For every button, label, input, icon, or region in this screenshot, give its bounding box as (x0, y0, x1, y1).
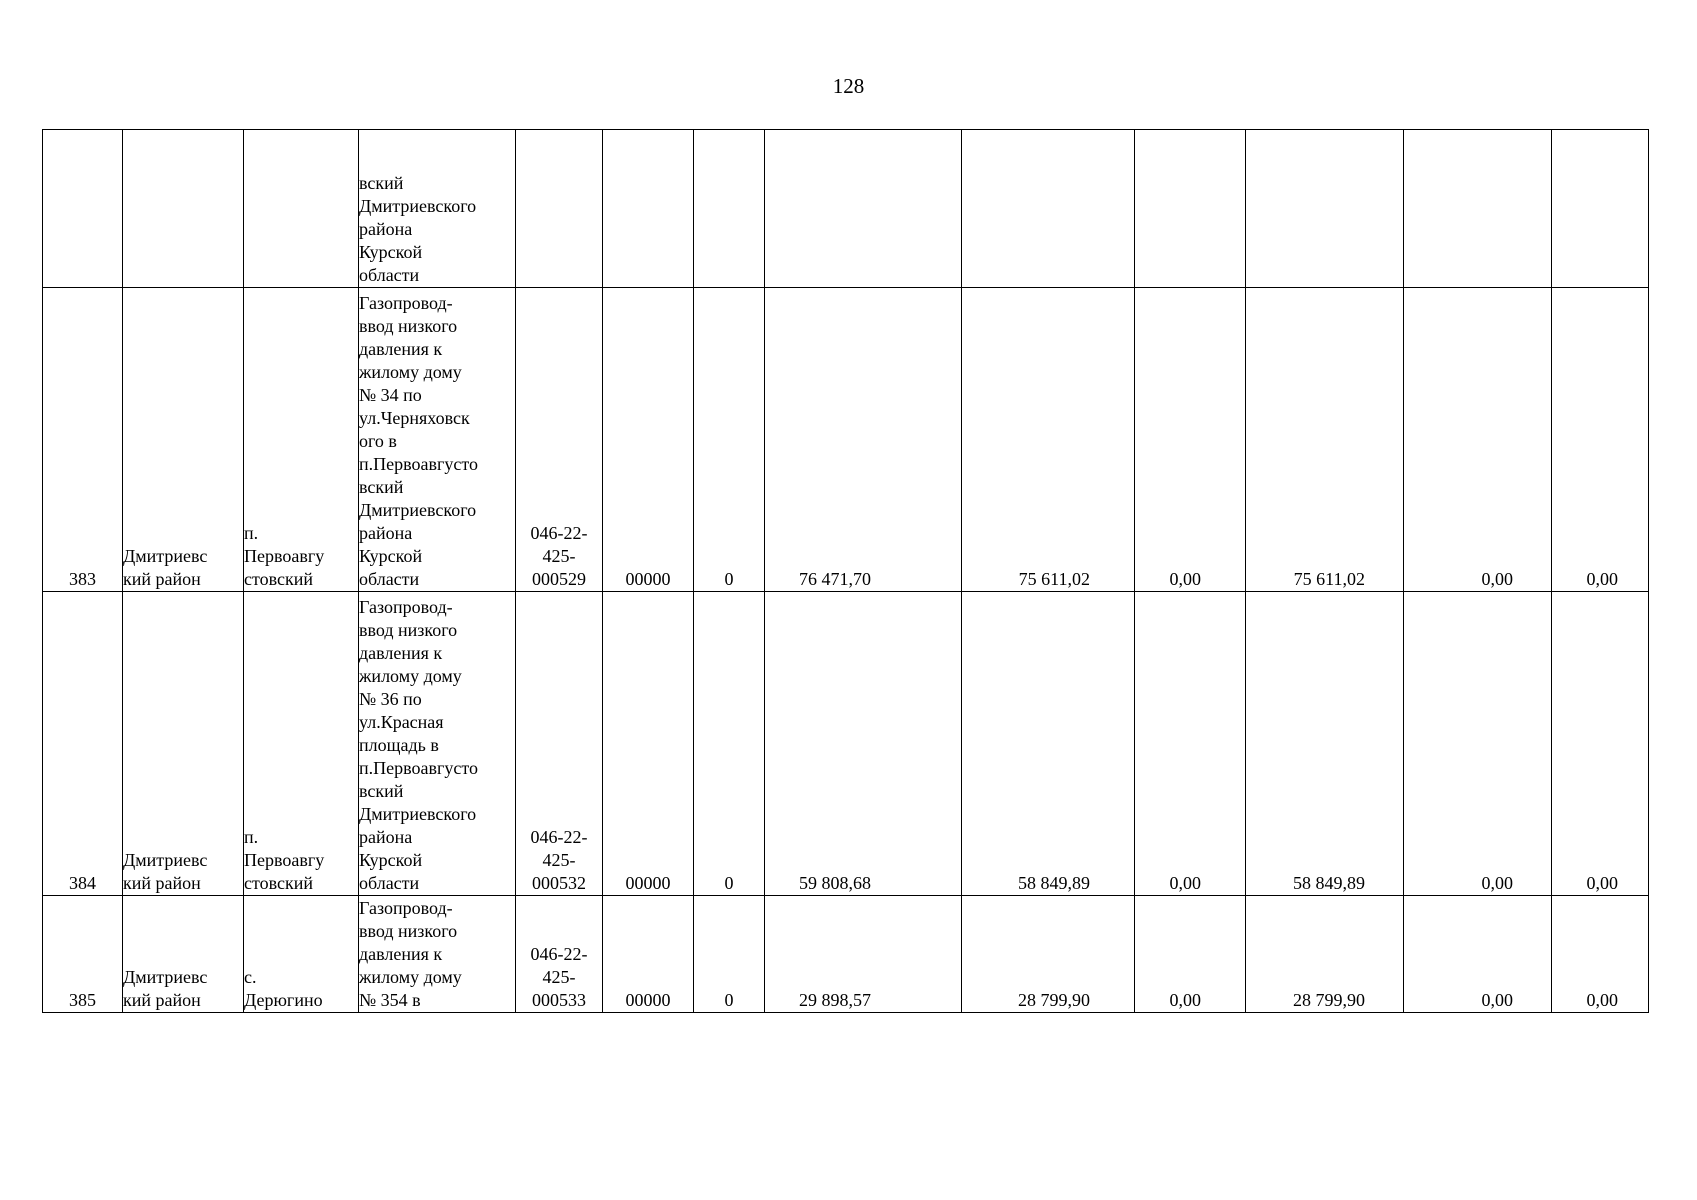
cell-value: 0,00 (1135, 592, 1246, 896)
table-row (43, 592, 1649, 896)
cell-locality: п. Первоавгу стовский (244, 288, 359, 592)
cell-value: 0,00 (1404, 896, 1552, 1013)
cell-code-zeros: 00000 (603, 592, 694, 896)
cell-value: 58 849,89 (962, 592, 1135, 896)
cell-row-number: 383 (43, 288, 123, 592)
cell-district: Дмитриевс кий район (123, 896, 244, 1013)
cell-district: Дмитриевс кий район (123, 288, 244, 592)
cell-description: Газопровод- ввод низкого давления к жилому дому № 34 по ул.Черняховск ого в п.Первоавгусто вский Дмитриевского района Курской области (359, 288, 516, 592)
cell-code-zero: 0 (694, 592, 765, 896)
cell-empty (1135, 130, 1246, 288)
cell-value: 28 799,90 (1246, 896, 1404, 1013)
cell-empty (1552, 130, 1649, 288)
cell-value: 0,00 (1404, 592, 1552, 896)
cell-code-zeros: 00000 (603, 288, 694, 592)
cell-description: Газопровод- ввод низкого давления к жилому дому № 354 в (359, 896, 516, 1013)
cell-empty (123, 130, 244, 288)
cell-empty (1246, 130, 1404, 288)
cell-empty (765, 130, 962, 288)
cell-cadastral-code: 046-22- 425- 000529 (516, 288, 603, 592)
cell-value: 75 611,02 (962, 288, 1135, 592)
cell-cadastral-code: 046-22- 425- 000533 (516, 896, 603, 1013)
cell-district: Дмитриевс кий район (123, 592, 244, 896)
cell-locality: п. Первоавгу стовский (244, 592, 359, 896)
cell-value: 0,00 (1135, 896, 1246, 1013)
cell-value: 0,00 (1552, 288, 1649, 592)
cell-locality: с. Дерюгино (244, 896, 359, 1013)
cell-value: 29 898,57 (765, 896, 962, 1013)
cell-cadastral-code: 046-22- 425- 000532 (516, 592, 603, 896)
cell-code-zeros: 00000 (603, 896, 694, 1013)
cell-value: 0,00 (1552, 896, 1649, 1013)
cell-value: 76 471,70 (765, 288, 962, 592)
table-row-continuation (43, 130, 1649, 288)
cell-value: 0,00 (1404, 288, 1552, 592)
cell-empty (694, 130, 765, 288)
cell-description: вский Дмитриевского района Курской области (359, 130, 516, 288)
cell-empty (962, 130, 1135, 288)
cell-value: 75 611,02 (1246, 288, 1404, 592)
cell-row-number: 384 (43, 592, 123, 896)
cell-value: 0,00 (1135, 288, 1246, 592)
table-row (43, 896, 1649, 1013)
cell-code-zero: 0 (694, 288, 765, 592)
cell-description: Газопровод- ввод низкого давления к жилому дому № 36 по ул.Красная площадь в п.Первоавгусто вский Дмитриевского района Курской области (359, 592, 516, 896)
cell-value: 59 808,68 (765, 592, 962, 896)
cell-empty (516, 130, 603, 288)
page-number: 128 (832, 74, 865, 98)
cell-row-number: 385 (43, 896, 123, 1013)
cell-empty (1404, 130, 1552, 288)
cell-value: 58 849,89 (1246, 592, 1404, 896)
cell-code-zero: 0 (694, 896, 765, 1013)
cell-value: 0,00 (1552, 592, 1649, 896)
cell-value: 28 799,90 (962, 896, 1135, 1013)
table-row (43, 288, 1649, 592)
registry-table (42, 129, 1649, 1013)
cell-empty (244, 130, 359, 288)
cell-empty (603, 130, 694, 288)
cell-empty (43, 130, 123, 288)
